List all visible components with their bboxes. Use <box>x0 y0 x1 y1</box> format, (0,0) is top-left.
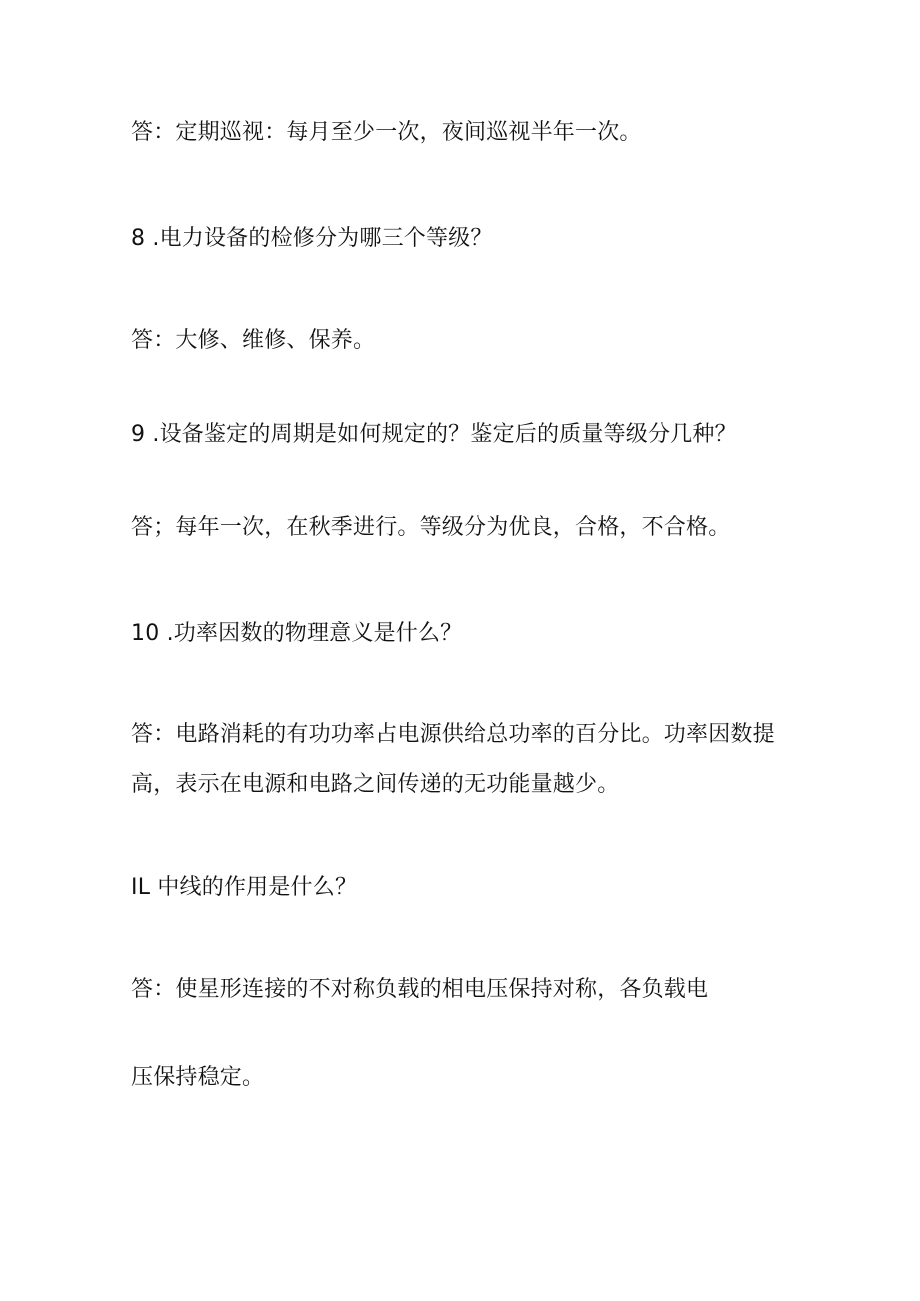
question-11: IL 中线的作用是什么？ <box>131 875 358 900</box>
answer-7: 答：定期巡视：每月至少一次，夜间巡视半年一次。 <box>131 120 642 145</box>
answer-11-line-2: 压保持稳定。 <box>131 1065 265 1090</box>
answer-10-line-2: 高，表示在电源和电路之间传递的无功能量越少。 <box>131 772 620 797</box>
answer-8: 答：大修、维修、保养。 <box>131 328 376 353</box>
answer-9: 答；每年一次，在秋季进行。等级分为优良，合格，不合格。 <box>131 515 731 540</box>
answer-10-line-1: 答：电路消耗的有功功率占电源供给总功率的百分比。功率因数提 <box>131 722 775 747</box>
question-8: 8 .电力设备的检修分为哪三个等级？ <box>131 226 493 251</box>
answer-11-line-1: 答：使星形连接的不对称负载的相电压保持对称，各负载电 <box>131 977 709 1002</box>
question-9: 9 .设备鉴定的周期是如何规定的？鉴定后的质量等级分几种？ <box>131 422 737 447</box>
question-10: 10 .功率因数的物理意义是什么？ <box>131 621 463 646</box>
